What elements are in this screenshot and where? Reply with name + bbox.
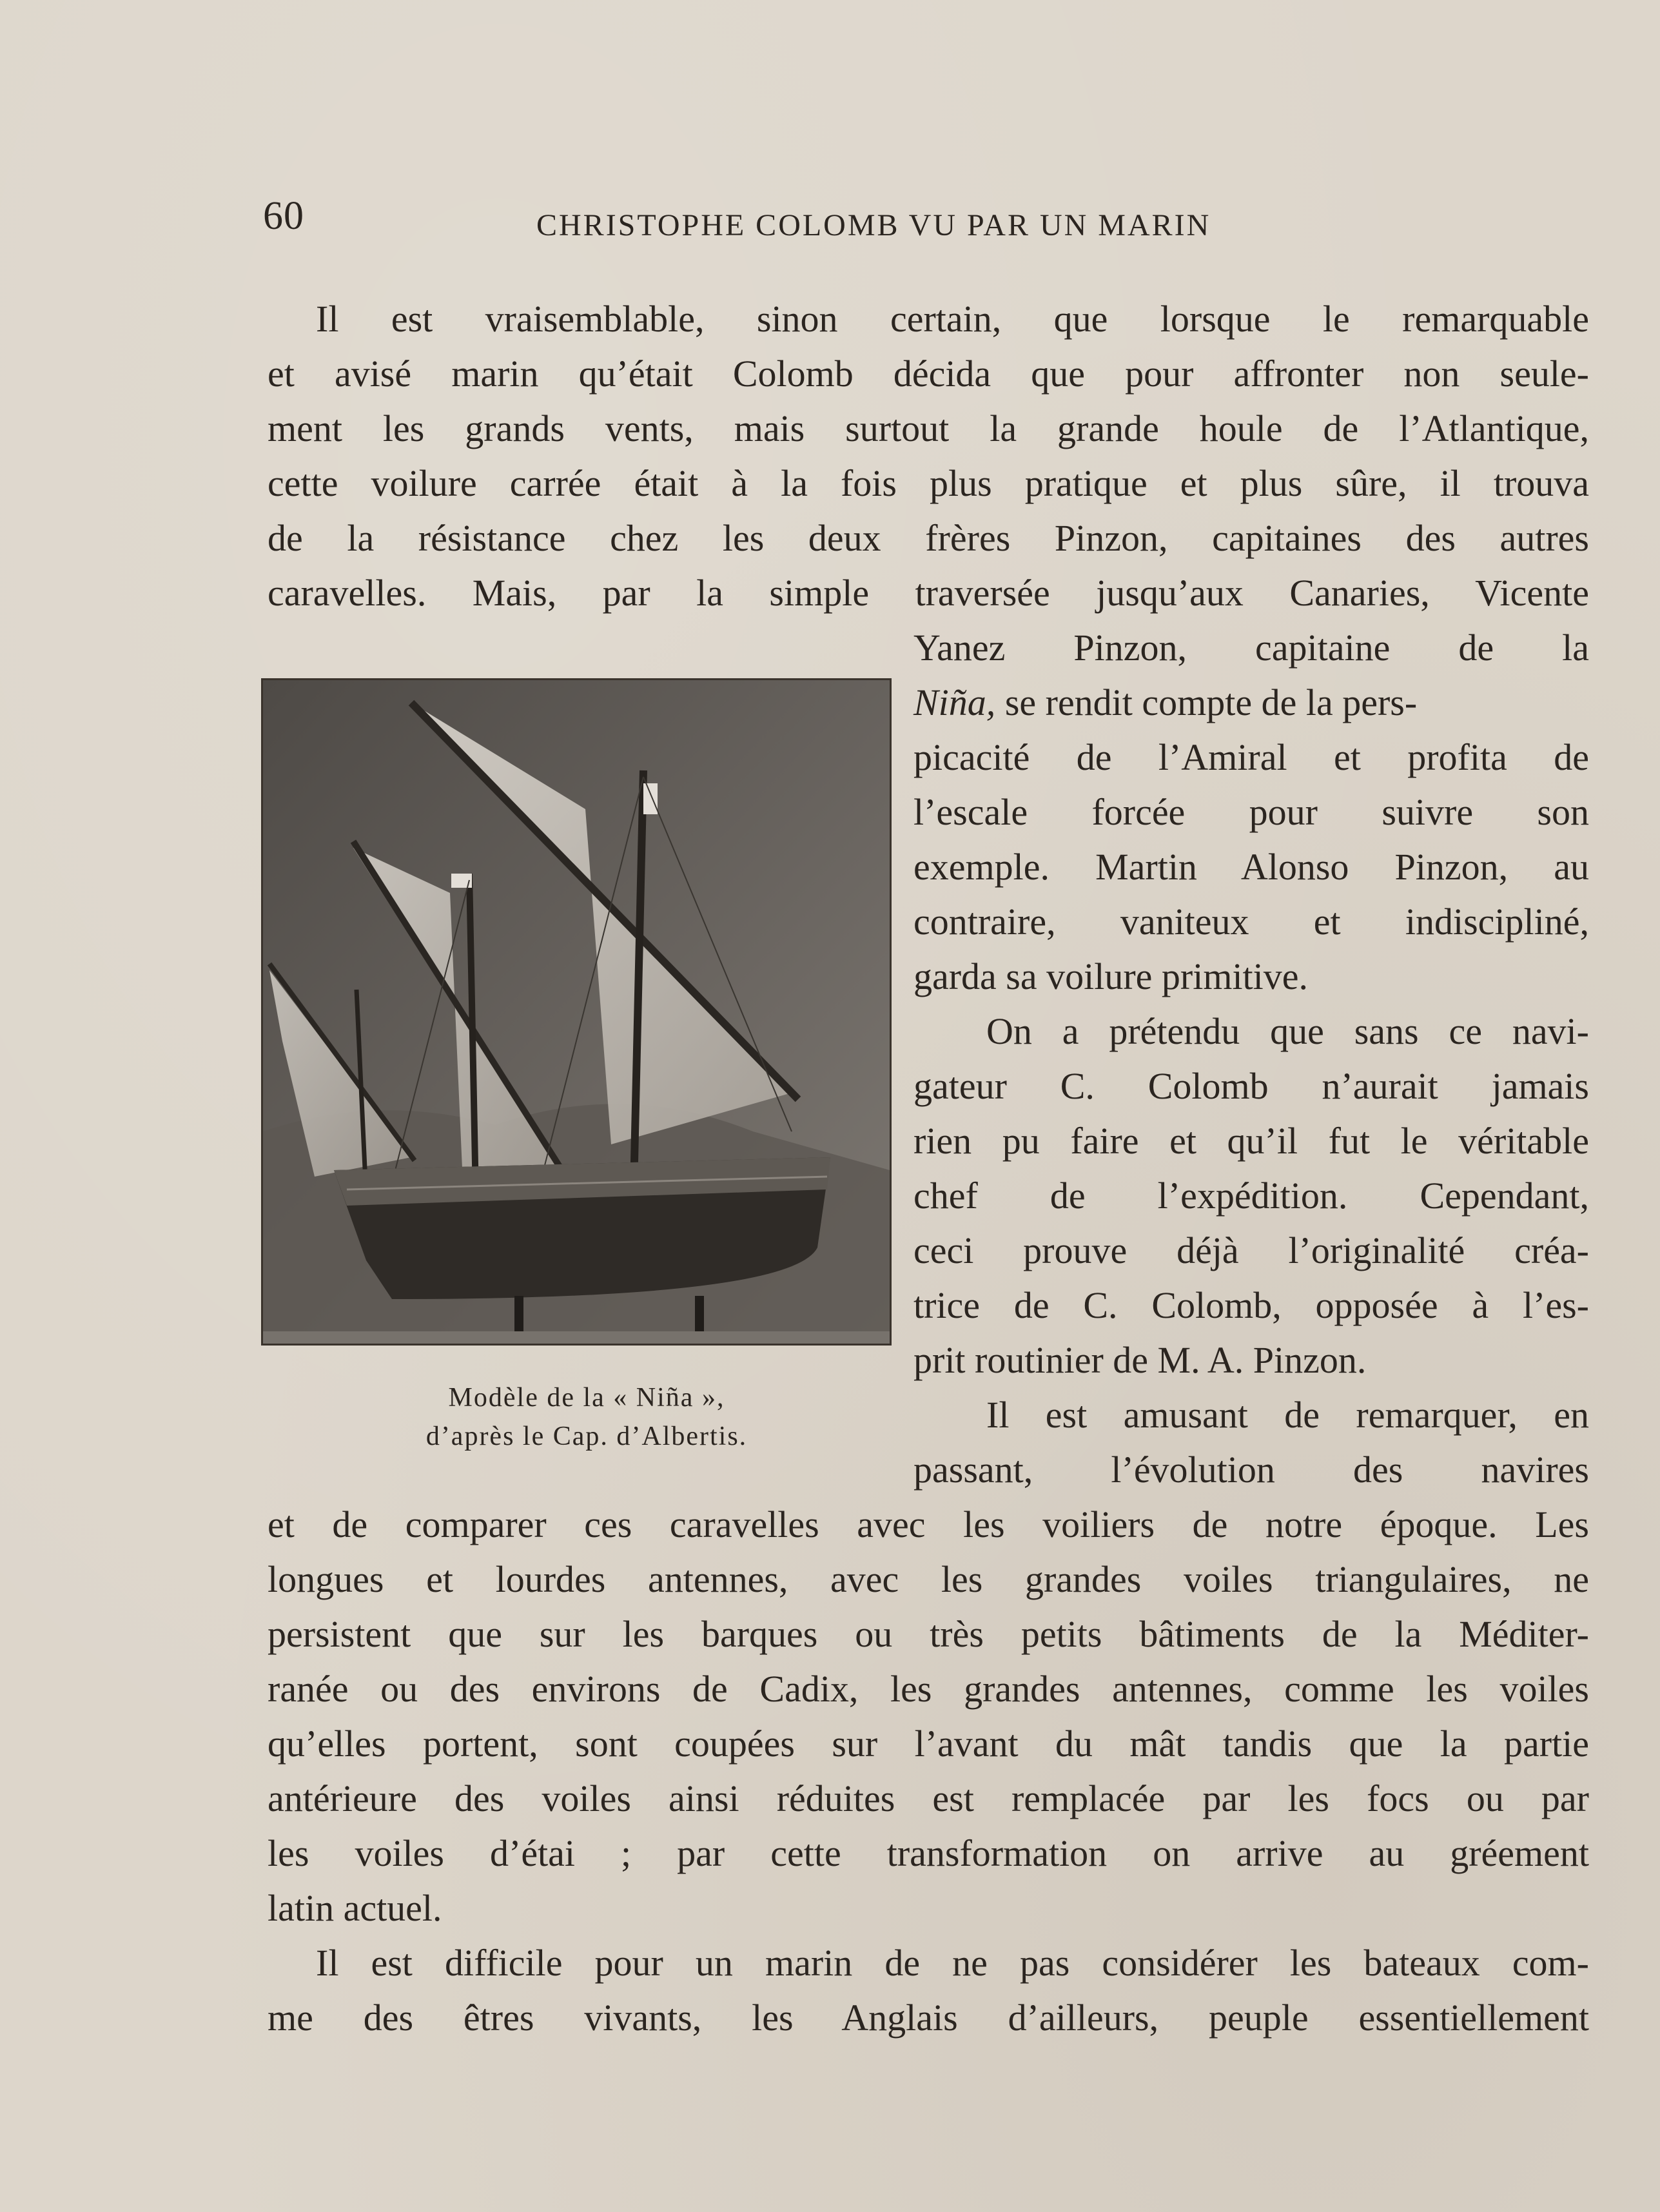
text-line: rien pu faire et qu’il fut le véritable	[913, 1120, 1589, 1162]
text-line: antérieure des voiles ainsi réduites est remplacée par les focs ou par	[268, 1777, 1589, 1819]
text-line: ceci prouve déjà l’originalité créa-	[913, 1229, 1589, 1271]
text-line: passant, l’évolution des navires	[913, 1449, 1589, 1491]
figure-caption-line-1: Modèle de la « Niña »,	[448, 1383, 725, 1413]
text-line: prit routinier de M. A. Pinzon.	[913, 1339, 1367, 1381]
text-line: persistent que sur les barques ou très petits bâtiments de la Méditer-	[268, 1613, 1589, 1655]
text-line: longues et lourdes antennes, avec les grandes voiles triangulaires, ne	[268, 1558, 1589, 1600]
ship-model-drawing	[263, 680, 890, 1344]
text-line: de la résistance chez les deux frères Pinzon, capitaines des autres	[268, 517, 1589, 559]
text-line: l’escale forcée pour suivre son	[913, 791, 1589, 833]
text-line: me des êtres vivants, les Anglais d’ailleurs, peuple essentiellement	[268, 1997, 1589, 2039]
text-line: On a prétendu que sans ce navi-	[986, 1010, 1589, 1052]
text-line: les voiles d’étai ; par cette transformation on arrive au gréement	[268, 1832, 1589, 1874]
text-line: contraire, vaniteux et indiscipliné,	[913, 901, 1589, 943]
text-line: Il est amusant de remarquer, en	[986, 1394, 1589, 1436]
figure-caption-line-2: d’après le Cap. d’Albertis.	[425, 1422, 748, 1451]
text-line: Il est vraisemblable, sinon certain, que lorsque le remarquable	[316, 298, 1589, 340]
text-line: gateur C. Colomb n’aurait jamais	[913, 1065, 1589, 1107]
text-line: et de comparer ces caravelles avec les voiliers de notre époque. Les	[268, 1503, 1589, 1545]
text-line: latin actuel.	[268, 1887, 442, 1929]
text-line: picacité de l’Amiral et profita de	[913, 736, 1589, 778]
text-line: caravelles. Mais, par la simple traversée jusqu’aux Canaries, Vicente	[268, 572, 1589, 614]
text-line: qu’elles portent, sont coupées sur l’avant du mât tandis que la partie	[268, 1723, 1589, 1765]
ship-name-italic: Niña,	[913, 681, 996, 723]
text-line: et avisé marin qu’était Colomb décida que pour affronter non seule-	[268, 353, 1589, 395]
text-line: ranée ou des environs de Cadix, les grandes antennes, comme les voiles	[268, 1668, 1589, 1710]
text-line: Yanez Pinzon, capitaine de la	[913, 627, 1589, 669]
running-title: CHRISTOPHE COLOMB VU PAR UN MARIN	[536, 208, 1211, 242]
ship-illustration	[261, 678, 892, 1346]
text-line: exemple. Martin Alonso Pinzon, au	[913, 846, 1589, 888]
text-line: Il est difficile pour un marin de ne pas considérer les bateaux com-	[316, 1942, 1589, 1984]
text-line	[913, 680, 1589, 725]
text-line: chef de l’expédition. Cependant,	[913, 1175, 1589, 1217]
text-line-rest: se rendit compte de la pers-	[1004, 681, 1418, 723]
text-line: trice de C. Colomb, opposée à l’es-	[913, 1284, 1589, 1326]
text-line: cette voilure carrée était à la fois plus pratique et plus sûre, il trouva	[268, 462, 1589, 504]
text-line: ment les grands vents, mais surtout la grande houle de l’Atlantique,	[268, 407, 1589, 449]
text-line: garda sa voilure primitive.	[913, 955, 1309, 997]
page-number: 60	[263, 194, 304, 238]
